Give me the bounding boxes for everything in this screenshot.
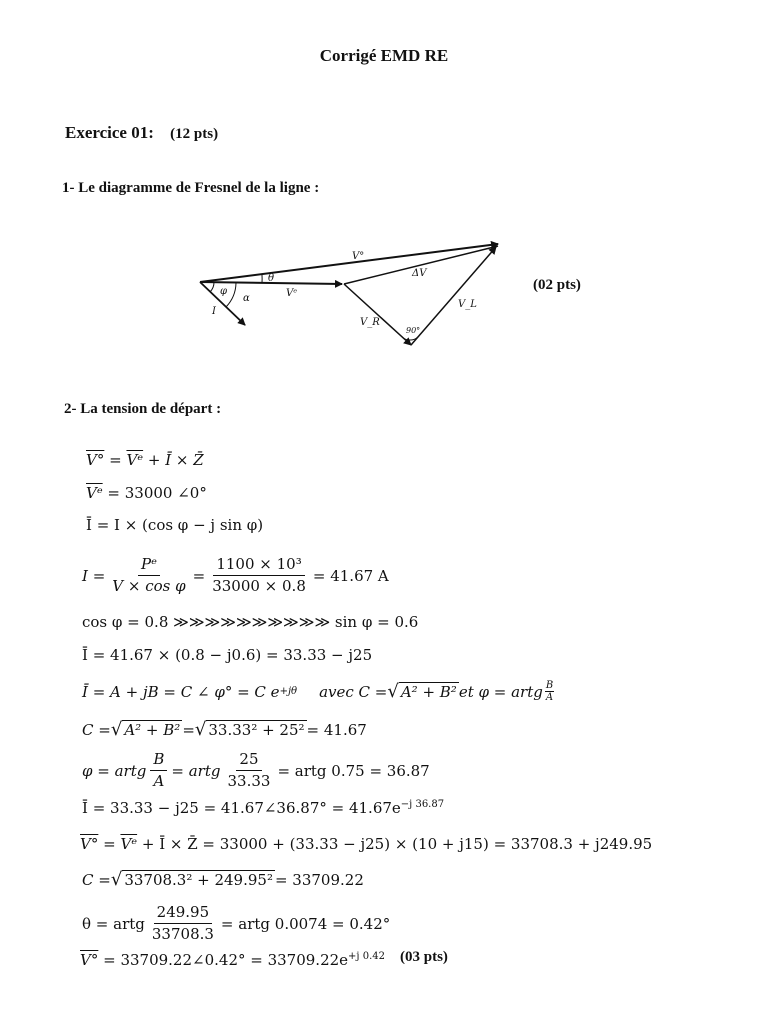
eq-line-12 xyxy=(82,869,364,890)
eq-exponent: +j 0.42 xyxy=(348,951,385,962)
frac-den: A xyxy=(545,692,554,703)
sqrt-radicand: 33708.3² + 249.95² xyxy=(124,871,273,889)
eq-text: I = xyxy=(82,566,106,585)
exercise-points: (12 pts) xyxy=(170,126,219,142)
section2-heading: 2- La tension de départ : xyxy=(64,401,222,417)
eq-line-1 xyxy=(86,451,204,469)
label-ve: Vᵉ xyxy=(286,288,298,299)
sqrt-radicand: A² + B² xyxy=(400,683,457,701)
eq-text: = artg 0.75 = 36.87 xyxy=(277,761,430,780)
eq-line-13 xyxy=(82,904,390,943)
eq-text: C = xyxy=(82,870,111,889)
eq-vo: V° xyxy=(80,951,99,969)
fraction xyxy=(224,751,273,790)
sqrt-sign: √ xyxy=(110,869,123,890)
frac-den: 33708.3 xyxy=(151,925,214,943)
frac-den: 33000 × 0.8 xyxy=(212,577,306,595)
eq-ve: $\overline{Vᵉ}$ xyxy=(86,484,103,502)
eq-ve: $\overline{Vᵉ}$ xyxy=(126,451,144,469)
eq-text: × xyxy=(171,451,194,469)
label-vr: V_R xyxy=(360,317,380,328)
eq-ve: $\overline{Vᵉ}$ xyxy=(120,835,138,853)
eq-text: et φ = artg xyxy=(458,682,543,701)
eq-text: C = xyxy=(82,720,111,739)
frac-num: 25 xyxy=(236,751,261,771)
eq-line-8 xyxy=(82,719,367,740)
sqrt-sign: √ xyxy=(387,681,399,702)
exercise-label: Exercice 01: xyxy=(65,123,154,142)
eq-text: Ī = 33.33 − j25 = 41.67∠36.87° = 41.67e xyxy=(82,799,401,817)
fresnel-diagram xyxy=(0,225,768,425)
eq-text: = artg xyxy=(171,761,221,780)
eq-vo: V° xyxy=(86,451,105,469)
frac-num: 249.95 xyxy=(154,904,213,924)
eq-line-10 xyxy=(82,799,444,817)
fraction xyxy=(149,904,217,943)
eq-line-7: Ī = A + jB = C ∠ φ° = C e +jθ avec C = √ A² + B² et φ = artg $\frac{B}{A}$ xyxy=(82,680,554,703)
fraction xyxy=(150,751,167,790)
vector-vl xyxy=(411,247,496,345)
eq-line-4 xyxy=(82,556,389,595)
label-vl: V_L xyxy=(458,299,477,310)
eq-line-5: cos φ = 0.8 ≫≫≫≫≫≫≫≫≫≫ sin φ = 0.6 xyxy=(82,613,419,631)
eq-text: + Ī × Z̄ = 33000 + (33.33 − j25) × (10 + j15) = 33708.3 + j249.95 xyxy=(137,835,653,853)
frac-den: 33.33 xyxy=(227,772,271,790)
eq-text: = 33000 ∠0° xyxy=(102,484,207,502)
eq-line-3: Ī = I × (cos φ − j sin φ) xyxy=(86,516,264,534)
eq-z: Z̄ xyxy=(193,451,204,469)
sqrt-radicand: 33.33² + 25² xyxy=(208,721,305,739)
eq-text: avec C = xyxy=(319,682,388,701)
eq-line-14 xyxy=(80,951,385,969)
eq-vo: V° xyxy=(80,835,99,853)
eq-text: φ = artg xyxy=(82,761,147,780)
eq-text: Ī = A + jB = C ∠ φ° = C e xyxy=(82,682,280,701)
eq-line-2 xyxy=(86,484,207,502)
sqrt-radicand: A² + B² xyxy=(124,721,181,739)
section1-points: (02 pts) xyxy=(533,277,581,293)
eq-text: = artg 0.0074 = 0.42° xyxy=(220,914,391,933)
eq-text: = 33709.22∠0.42° = 33709.22e xyxy=(98,951,349,969)
eq-line-11 xyxy=(80,835,652,853)
frac-num: 1100 × 10³ xyxy=(213,556,304,576)
label-i: I xyxy=(212,306,216,317)
label-dv: ΔV xyxy=(412,268,427,279)
vector-vo xyxy=(200,244,498,282)
eq-text: = xyxy=(182,720,195,739)
label-vo: V° xyxy=(352,251,365,262)
vector-vr xyxy=(344,284,411,345)
eq-line-6: Ī = 41.67 × (0.8 − j0.6) = 33.33 − j25 xyxy=(82,646,373,664)
frac-num: B xyxy=(545,680,554,691)
eq-text: = xyxy=(192,566,206,585)
frac-num: Pᵉ xyxy=(138,556,160,576)
label-theta: θ xyxy=(268,273,275,284)
label-alpha: α xyxy=(243,293,250,304)
fraction xyxy=(209,556,309,595)
eq-i: Ī xyxy=(165,451,172,469)
section1-heading: 1- Le diagramme de Fresnel de la ligne : xyxy=(62,180,320,196)
eq-text: = 41.67 xyxy=(306,720,367,739)
label-phi: φ xyxy=(220,286,228,297)
eq-text: = 41.67 A xyxy=(312,566,389,585)
frac-den: A xyxy=(153,772,165,790)
angle-phi-arc xyxy=(210,282,214,292)
sqrt-sign: √ xyxy=(110,719,123,740)
sqrt-sign: √ xyxy=(194,719,207,740)
fraction xyxy=(109,556,188,595)
eq-text: = 33709.22 xyxy=(274,870,364,889)
label-90: 90° xyxy=(406,326,421,335)
frac-den: V × cos φ xyxy=(112,577,186,595)
eq-line-9 xyxy=(82,751,430,790)
fraction xyxy=(545,680,554,703)
page-title: Corrigé EMD RE xyxy=(319,46,449,65)
eq-text: θ = artg xyxy=(82,914,145,933)
eq-text: = xyxy=(104,451,127,469)
angle-alpha-arc xyxy=(226,283,236,307)
frac-num: B xyxy=(150,751,167,771)
eq-exponent: −j 36.87 xyxy=(400,799,445,810)
eq-text: + xyxy=(143,451,166,469)
exercise-heading xyxy=(65,123,218,143)
eq-text: = xyxy=(98,835,121,853)
section2-points: (03 pts) xyxy=(400,949,448,965)
